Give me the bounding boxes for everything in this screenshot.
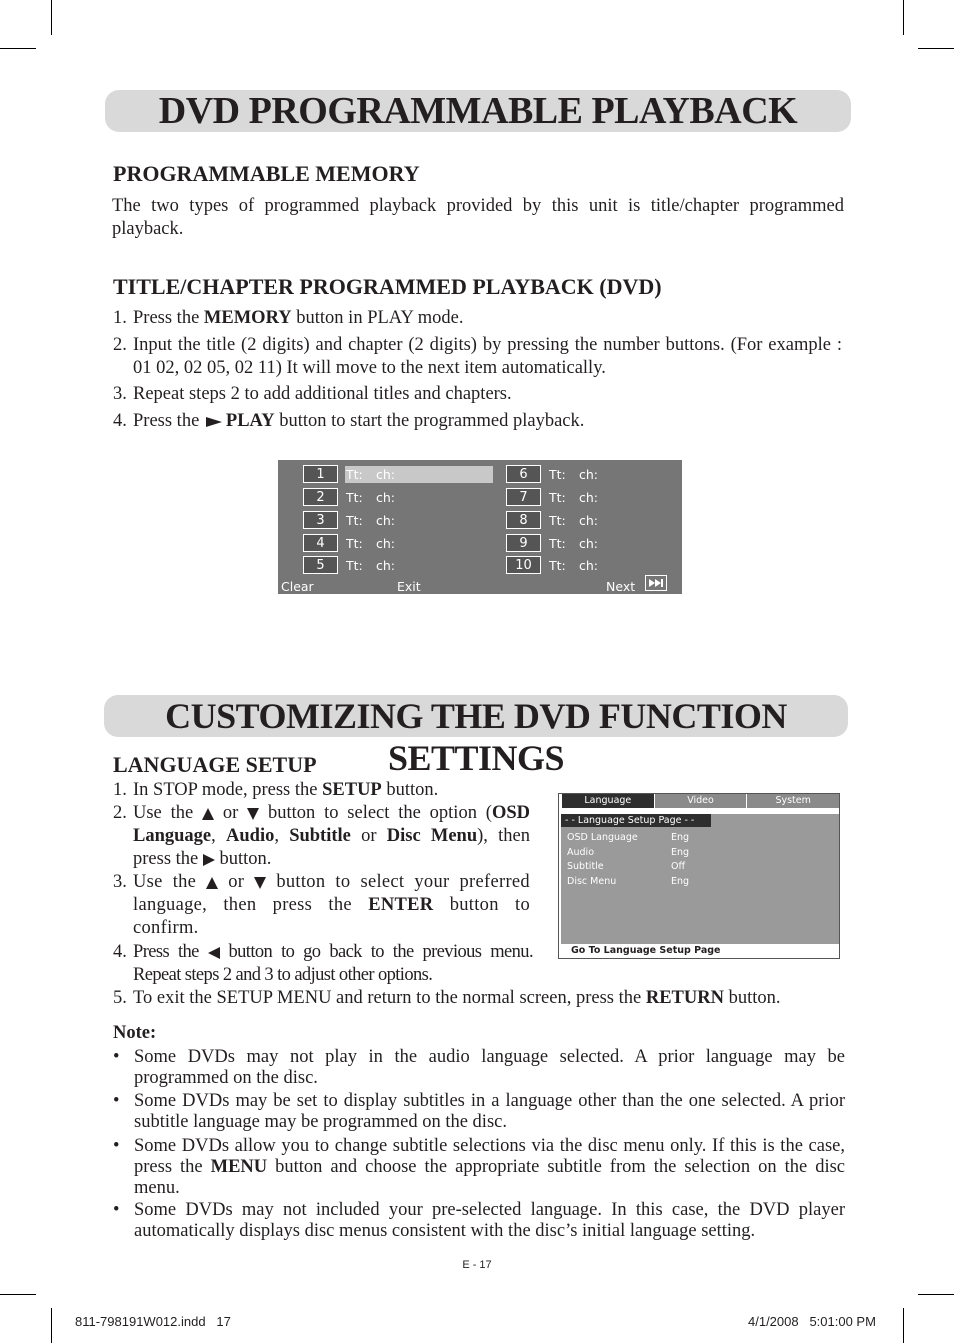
next-option: Next (606, 579, 636, 594)
chapter-label: ch: (579, 558, 599, 573)
program-slot-number: 9 (506, 534, 541, 552)
setup-step-2 (113, 802, 530, 871)
setting-value: Eng (671, 876, 690, 887)
title-label: Tt: (549, 536, 566, 551)
title-label: Tt: (346, 513, 363, 528)
note-item (113, 1136, 845, 1199)
language-setup-osd (558, 793, 840, 959)
heading-programmable-memory: PROGRAMMABLE MEMORY (113, 161, 420, 186)
playback-step-2 (113, 334, 842, 380)
title-label: Tt: (346, 467, 363, 482)
note-item (113, 1091, 845, 1133)
program-slot-number: 4 (303, 534, 338, 552)
program-playback-osd (278, 460, 682, 594)
crop-mark (903, 1308, 904, 1343)
note-text: Some DVDs allow you to change subtitle selections via the disc menu only. If this is the case, press the MENU button and choose the appropriate subtitle from the selection on the disc menu. (134, 1136, 846, 1198)
title-label: Tt: (549, 558, 566, 573)
chapter-label: ch: (376, 513, 396, 528)
memory-description: The two types of programmed playback provided by this unit is title/chapter programmed playback. (112, 196, 844, 239)
return-button-label: RETURN (645, 988, 724, 1008)
step-text: In STOP mode, press the SETUP button. (133, 780, 439, 800)
down-arrow-icon (247, 808, 259, 820)
crop-mark (51, 0, 52, 35)
step-text: Input the title (2 digits) and chapter (2 digits) by pressing the number buttons. (For example : 01 02, 02 05, 02 11) It will move to the next item automatically. (133, 335, 842, 378)
setting-label: OSD Language (567, 832, 638, 843)
setting-label: Disc Menu (567, 876, 617, 887)
exit-option: Exit (397, 579, 421, 594)
crop-mark (903, 0, 904, 35)
program-slot-number: 7 (506, 488, 541, 506)
setup-button-label: SETUP (322, 780, 382, 800)
left-arrow-icon (208, 947, 220, 959)
playback-step-4 (113, 410, 845, 433)
highlight-bar (345, 466, 493, 483)
step-text: Press the PLAY button to start the programmed playback. (133, 411, 585, 431)
play-button-label: PLAY (225, 411, 275, 431)
page-number: E - 17 (462, 1259, 492, 1271)
step-number: 4. (113, 411, 127, 431)
clear-option: Clear (281, 579, 314, 594)
note-heading: Note: (113, 1023, 157, 1043)
program-slot-number: 8 (506, 511, 541, 529)
crop-mark (0, 1294, 36, 1295)
setup-step-1 (113, 779, 533, 802)
setup-pane (561, 814, 839, 944)
print-timestamp: 4/1/2008 5:01:00 PM (748, 1314, 876, 1329)
down-arrow-icon (254, 877, 266, 889)
setting-label: Audio (567, 847, 595, 858)
setup-footer-hint: Go To Language Setup Page (571, 945, 721, 956)
program-slot-number: 3 (303, 511, 338, 529)
step-number: 2. (113, 335, 127, 355)
bullet-icon: • (113, 1136, 120, 1156)
step-text: Use the or button to select the option (OSD Language, Audio, Subtitle or Disc Menu), then press the button. (133, 803, 531, 869)
setting-label: Subtitle (567, 861, 604, 872)
setup-tab-bar (561, 794, 839, 808)
step-text: Press the button to go back to the previous menu. Repeat steps 2 and 3 to adjust other options. (133, 942, 533, 985)
menu-button-label: MENU (210, 1157, 268, 1177)
step-text: Repeat steps 2 to add additional titles and chapters. (133, 384, 512, 404)
bullet-icon: • (113, 1047, 120, 1067)
title-label: Tt: (346, 536, 363, 551)
setup-page-title: - - Language Setup Page - - (561, 814, 711, 827)
title-label: Tt: (549, 490, 566, 505)
crop-mark (0, 48, 36, 49)
program-slot-number: 1 (303, 465, 338, 483)
play-icon (206, 416, 222, 428)
tab-language: Language (561, 794, 654, 808)
step-number: 1. (113, 308, 127, 328)
note-item (113, 1047, 845, 1089)
title-label: Tt: (346, 558, 363, 573)
step-number: 3. (113, 872, 127, 892)
bullet-icon: • (113, 1200, 120, 1220)
program-slot-number: 10 (506, 556, 541, 574)
title-label: Tt: (549, 513, 566, 528)
setup-step-5 (113, 987, 848, 1010)
section-banner-playback: DVD PROGRAMMABLE PLAYBACK (105, 90, 851, 132)
title-label: Tt: (346, 490, 363, 505)
program-slot-number: 6 (506, 465, 541, 483)
chapter-label: ch: (579, 490, 599, 505)
chapter-label: ch: (376, 490, 396, 505)
chapter-label: ch: (579, 536, 599, 551)
step-text: Press the MEMORY button in PLAY mode. (133, 308, 464, 328)
note-text: Some DVDs may be set to display subtitles in a language other than the one selected. A prior subtitle language may be programmed on the disc. (134, 1091, 845, 1132)
chapter-label: ch: (376, 558, 396, 573)
note-item (113, 1200, 845, 1242)
step-number: 2. (113, 803, 127, 823)
up-arrow-icon (206, 877, 218, 889)
step-number: 4. (113, 942, 127, 962)
crop-mark (51, 1308, 52, 1343)
file-slug: 811-798191W012.indd 17 (75, 1314, 231, 1329)
playback-step-3 (113, 383, 845, 406)
bullet-icon: • (113, 1091, 120, 1111)
skip-next-icon (645, 575, 667, 591)
heading-title-chapter: TITLE/CHAPTER PROGRAMMED PLAYBACK (DVD) (113, 274, 662, 299)
chapter-label: ch: (376, 467, 396, 482)
up-arrow-icon (202, 808, 214, 820)
step-text: Use the or button to select your preferred language, then press the ENTER button to confirm. (133, 872, 531, 938)
setup-step-4 (113, 941, 533, 987)
note-text: Some DVDs may not play in the audio language selected. A prior language may be programmed on the disc. (134, 1047, 845, 1088)
program-slot-number: 5 (303, 556, 338, 574)
program-slot-number: 2 (303, 488, 338, 506)
setting-value: Eng (671, 832, 690, 843)
tab-system: System (746, 794, 839, 808)
section-banner-settings: CUSTOMIZING THE DVD FUNCTION SETTINGS (104, 695, 848, 737)
playback-step-1 (113, 307, 845, 330)
title-label: Tt: (549, 467, 566, 482)
step-number: 1. (113, 780, 127, 800)
right-arrow-icon (203, 854, 215, 866)
setting-value: Off (671, 861, 686, 872)
heading-language-setup: LANGUAGE SETUP (113, 752, 317, 777)
crop-mark (918, 48, 954, 49)
step-text: To exit the SETUP MENU and return to the normal screen, press the RETURN button. (133, 988, 781, 1008)
chapter-label: ch: (376, 536, 396, 551)
step-number: 3. (113, 384, 127, 404)
note-text: Some DVDs may not included your pre-selected language. In this case, the DVD player automatically displays disc menus consistent with the disc’s initial language setting. (134, 1200, 845, 1241)
step-number: 5. (113, 988, 127, 1008)
setting-value: Eng (671, 847, 690, 858)
enter-button-label: ENTER (368, 895, 434, 915)
memory-button-label: MEMORY (203, 308, 292, 328)
chapter-label: ch: (579, 513, 599, 528)
tab-video: Video (654, 794, 747, 808)
chapter-label: ch: (579, 467, 599, 482)
setup-step-3 (113, 871, 530, 940)
crop-mark (918, 1294, 954, 1295)
